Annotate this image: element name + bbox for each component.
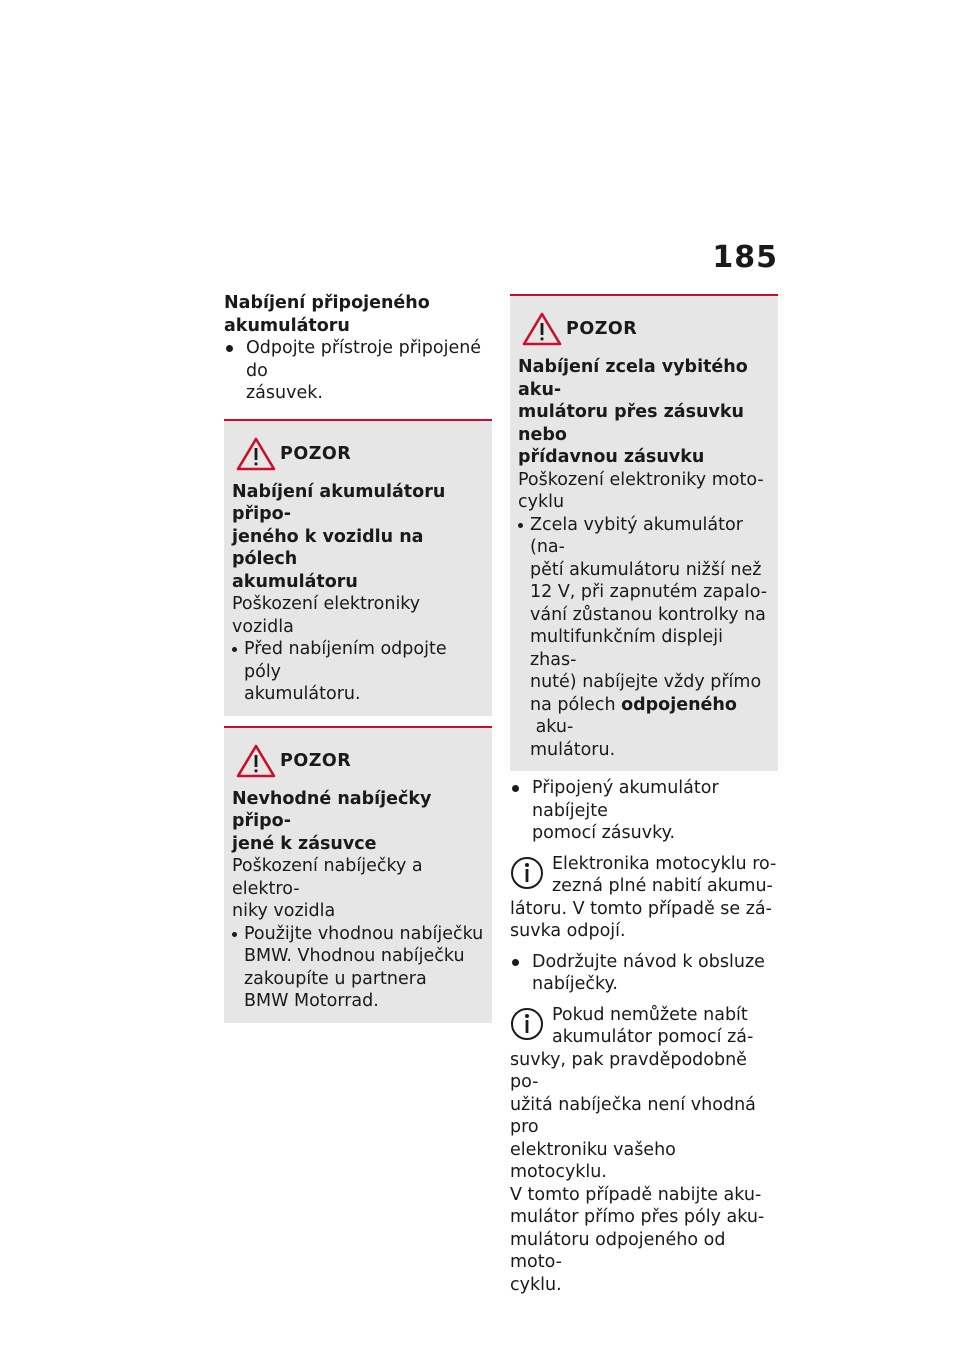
- warning-title: Nabíjení akumulátoru připo- jeného k vozidlu na pólech akumulátoru: [232, 481, 446, 592]
- list-item: Připojený akumulátor nabíjejte pomocí zásuvky.: [510, 777, 778, 845]
- warning-box: [510, 294, 778, 771]
- heading-line: Nabíjení připojeného: [224, 293, 430, 313]
- warning-triangle-icon: [236, 744, 276, 778]
- list-item: Dodržujte návod k obsluze nabíječky.: [510, 951, 778, 996]
- info-icon: [510, 1004, 544, 1044]
- page-number: 185: [712, 240, 778, 275]
- warning-bullet: Před nabíjením odpojte póly akumulátoru.: [232, 638, 484, 706]
- bullet-icon: [518, 523, 523, 528]
- bullet-icon: [512, 959, 519, 966]
- list-item: Odpojte přístroje připojené do zásuvek.: [224, 337, 492, 405]
- info-note: Pokud nemůžete nabít akumulátor pomocí zá- suvky, pak pravděpodobně po- užitá nabíječka není vhodná pro elektroniku vašeho motocyklu. V tomto případě nabijte aku- mulátor přímo přes póly aku- mulátoru odpojeného od moto- cyklu.: [510, 1004, 765, 1295]
- warning-title: Nabíjení zcela vybitého aku- mulátoru přes zásuvku nebo přídavnou zásuvku: [518, 357, 748, 467]
- bullet-icon: [232, 647, 237, 652]
- section-heading: [224, 292, 492, 337]
- heading-line: akumulátoru: [224, 315, 350, 336]
- left-column: [224, 292, 492, 1023]
- warning-triangle-icon: [522, 312, 562, 346]
- warning-box: [224, 419, 492, 716]
- info-icon: [510, 853, 544, 893]
- warning-triangle-icon: [236, 437, 276, 471]
- warning-label: POZOR: [280, 443, 352, 464]
- bullet-icon: [232, 932, 237, 937]
- warning-title: Nevhodné nabíječky připo- jené k zásuvce: [232, 788, 432, 854]
- bullet-icon: [512, 785, 519, 792]
- info-note: Elektronika motocyklu ro- zezná plné nabití akumu- látoru. V tomto případě se zá- suvka odpojí.: [510, 853, 777, 941]
- warning-label: POZOR: [280, 750, 352, 771]
- warning-box: [224, 726, 492, 1023]
- warning-body: Poškození nabíječky a elektro- niky vozidla: [232, 856, 423, 921]
- warning-header: [518, 312, 770, 346]
- warning-bullet: Zcela vybitý akumulátor (na- pětí akumulátoru nižší než 12 V, při zapnutém zapalo- vání zůstanou kontrolky na multifunkčním displeji zhas- nuté) nabíjejte vždy přímo na pólech odpojeného aku- mulátoru.: [518, 514, 770, 762]
- warning-header: [232, 744, 484, 778]
- warning-label: POZOR: [566, 319, 638, 339]
- right-column: [510, 292, 778, 1296]
- warning-header: [232, 437, 484, 471]
- warning-bullet: Použijte vhodnou nabíječku BMW. Vhodnou nabíječku zakoupíte u partnera BMW Motorrad.: [232, 923, 484, 1013]
- warning-body: Poškození elektroniky moto- cyklu: [518, 469, 764, 512]
- warning-body: Poškození elektroniky vozidla: [232, 594, 421, 637]
- bullet-icon: [226, 345, 233, 352]
